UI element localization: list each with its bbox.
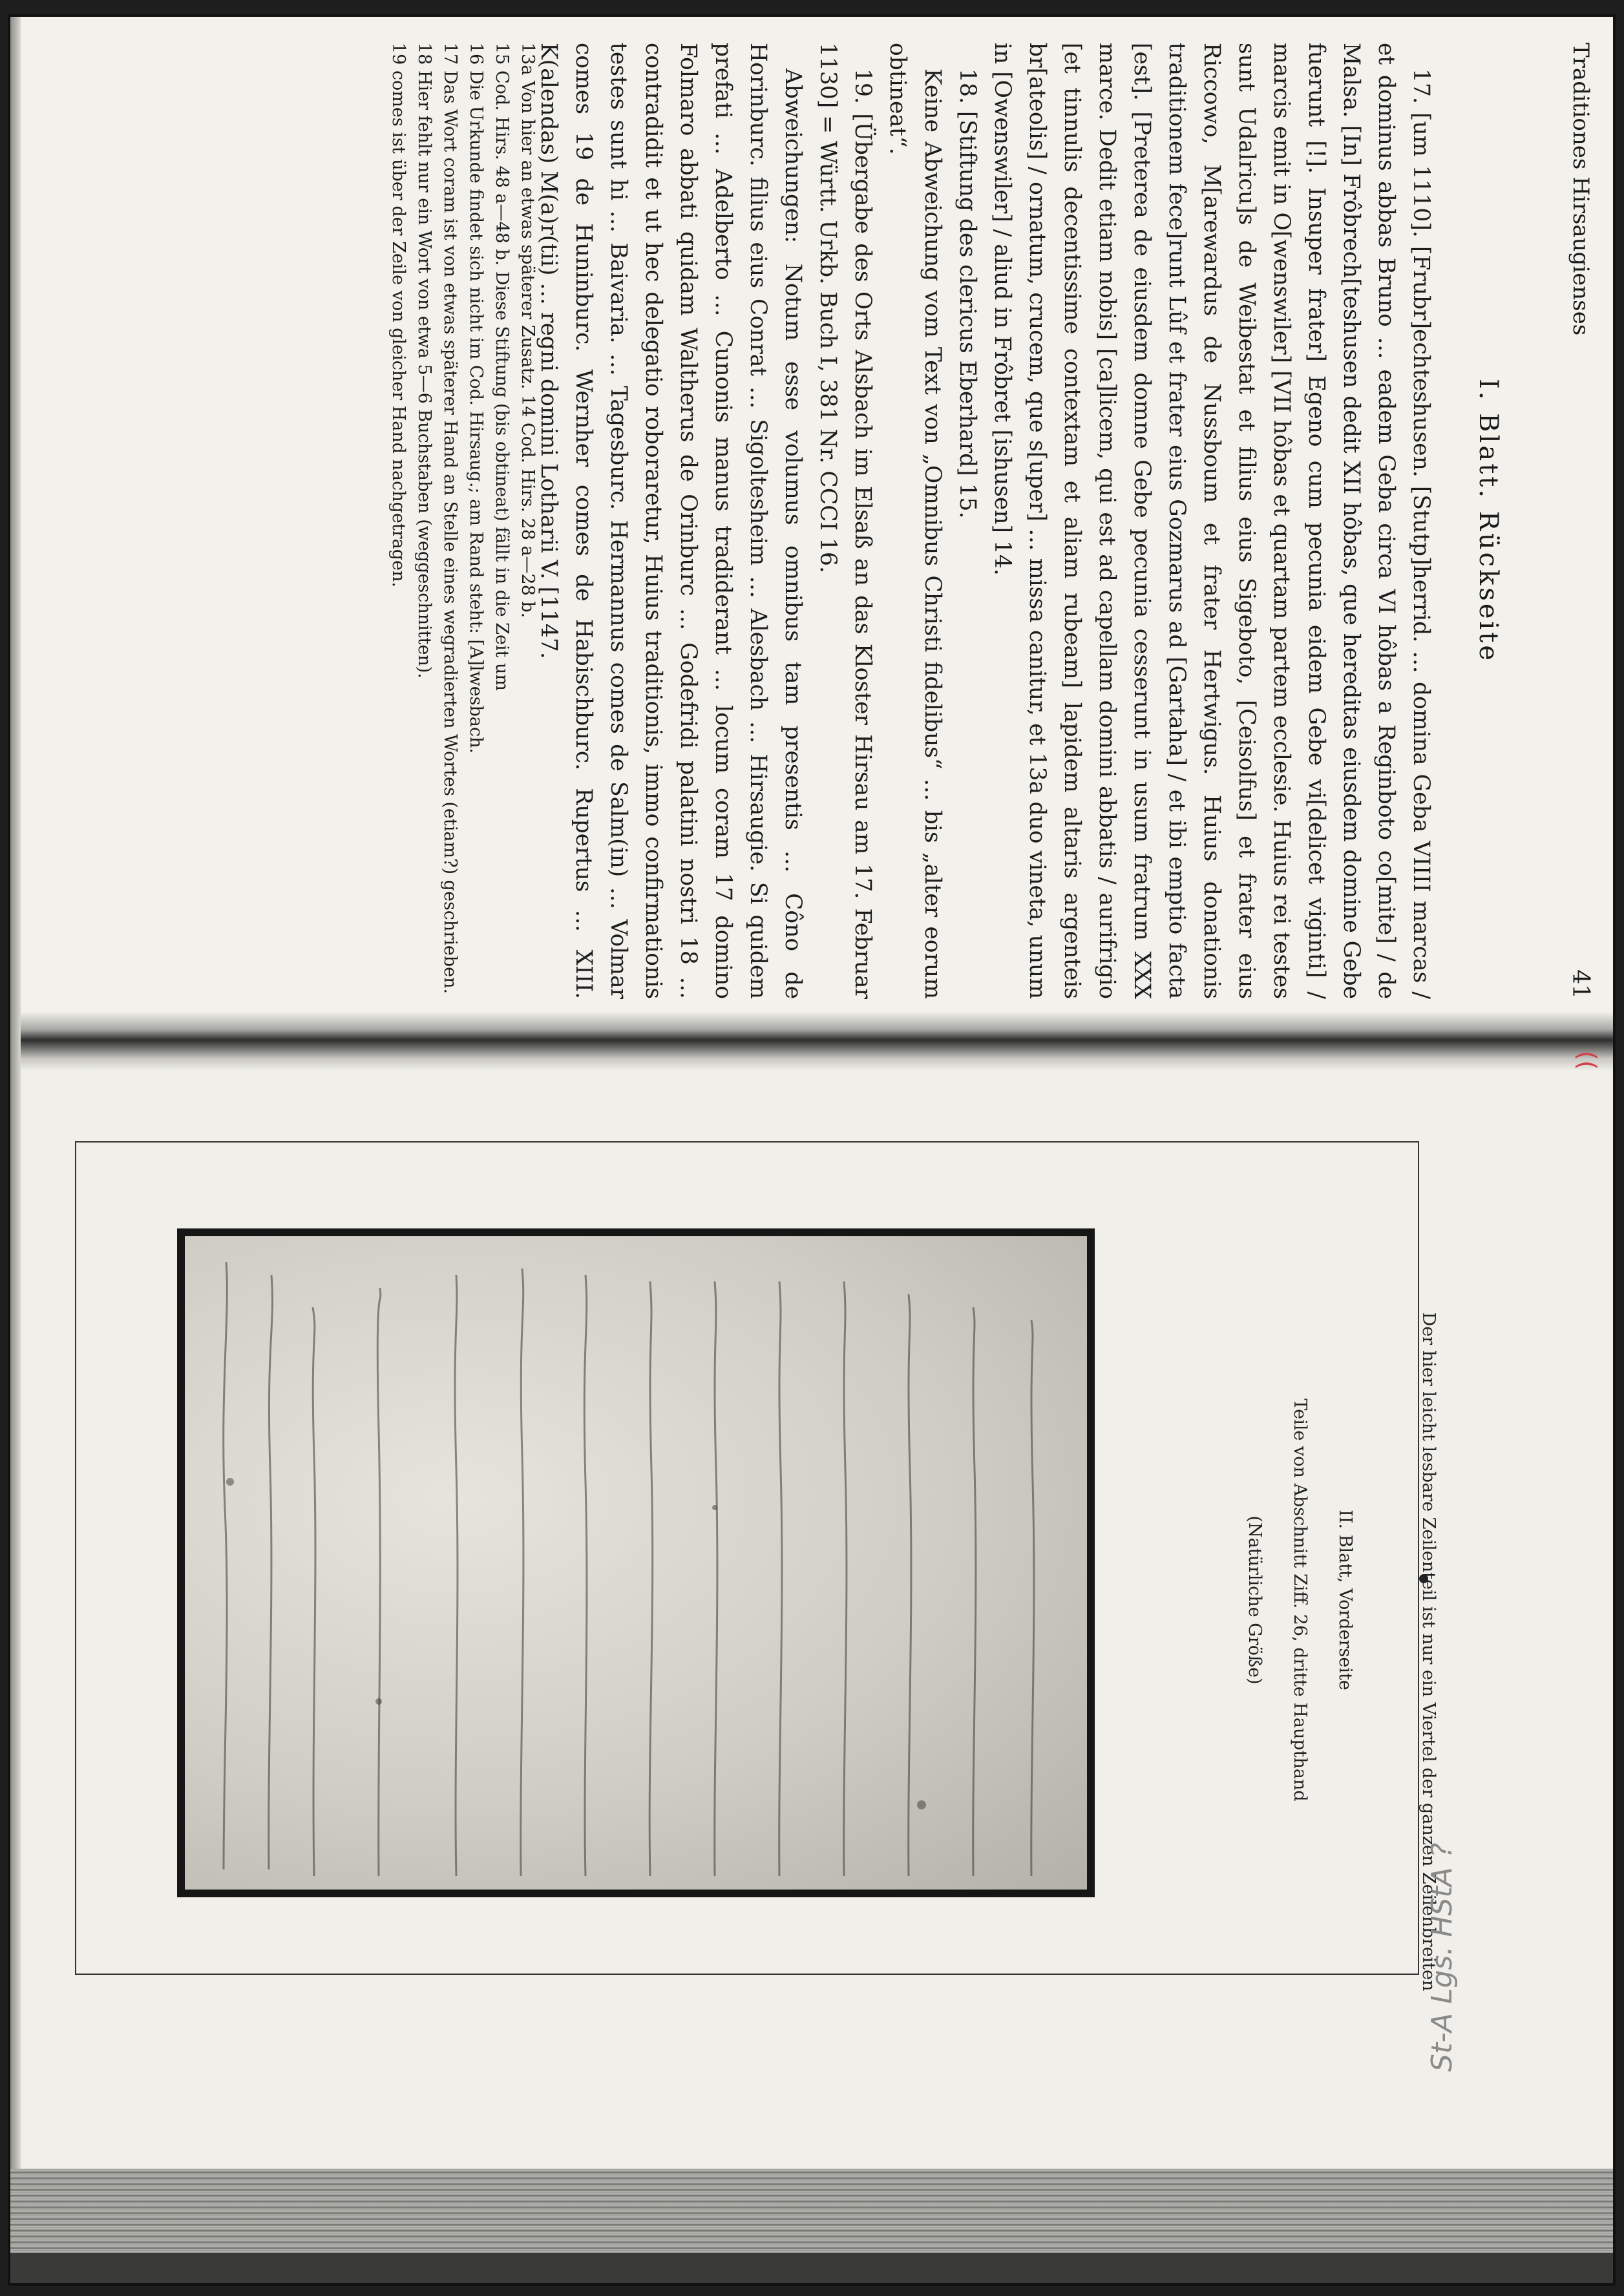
pencil-annotation: St-A Lgs. HStA ? [1426, 1842, 1459, 2072]
running-title: Traditiones Hirsaugienses [1568, 43, 1594, 336]
scanned-book-spread [8, 14, 1616, 2286]
paragraph-17: 17. [um 1110]. [Frubr]echteshusen. [Stutp]herrid. … domina Geba VIIII marcas / et dominus abbas Bruno … eadem Geba circa VI hôbas a Reginboto co[mite] / de Malsa. [In] Frôbrech[teshusen dedit XII hôbas, que hereditas eiusdem domine Gebe fuerunt [!]. Insuper frater] Egeno cum pecunia eidem Gebe vi[delicet viginti] / marcis emit in O[wenswiler] [VII hôbas et quartam partem ecclesie. Huius rei testes sunt Udalricu]s de Weibestat et filius eius Sigeboto, [Ceisolfus] et frater eius Riccowo, M[arewardus de Nussboum et frater Hertwigus. Huius donationis traditionem fece]runt Lûf et frater eius Gozmarus ad [Gartaha] / et ibi emptio facta [est]. [Preterea de eiusdem domne Gebe pecunia cesserunt in usum fratrum XXX marce. Dedit etiam nobis] [ca]licem, qui est ad capellam domini abbatis / aurifrigio [et tinnulis decentissime contextam et aliam rubeam] lapidem altaris argenteis br[ateolis] / ornatum, crucem, que s[uper] … missa canitur, et 13a duo vineta, unum in [Owenswiler] / aliud in Frôbret [ishusen] 14. [989, 43, 1434, 999]
plate-bottom-note: Der hier leicht lesbare Zeilenteil ist nur ein Viertel der ganzen Zeilenbreiten [1418, 1312, 1439, 1992]
paragraph-19-variants: Abweichungen: Notum esse volumus omnibus tam presentis … Côno de Horinburc. filius eius Conrat … Sigoltesheim … Alesbach … Hirsaugie. Si quidem prefati … Adelberto … Cunonis manus tradiderant … locum coram 17 domino Folmaro abbati quidam Waltherus de Orinburc … Godefridi palatini nostri 18 … contradidit et ut hec delegatio roboraretur, Huius traditionis, immo confirmationis testes sunt hi … Baivaria. … Tagesburc. Hermannus comes de Salm(in) … Volmar comes 19 de Huninburc. Wernher comes de Habischburc. Rupertus … XIII. K(alendas) M(a)r(tii) … regni domini Lotharii V. [1147. [536, 43, 806, 999]
footnote: 13a Von hier an etwas späterer Zusatz. 14 Cod. Hirs. 28 a—28 b. [518, 43, 538, 618]
caption-line-1: II. Blatt, Vorderseite [1335, 1510, 1355, 1690]
paragraph-18-note: Keine Abweichung vom Text von „Omnibus Christi fidelibus“ … bis „alter eorum obtineat“. [885, 43, 945, 999]
page-number: 41 [1567, 969, 1594, 999]
rotated-text-page [36, 43, 1601, 1070]
caption-line-2: Teile von Abschnitt Ziff. 26, dritte Haupthand [1290, 1398, 1310, 1802]
paragraph-18: 18. [Stiftung des clericus Eberhard] 15. [954, 68, 980, 519]
spread [10, 17, 1616, 2286]
section-title: I. Blatt. Rückseite [1473, 378, 1503, 664]
running-header [1561, 43, 1601, 1070]
footnote: 15 Cod. Hirs. 48 a—48 b. Diese Stiftung (bis obtineat) fällt in die Zeit um [492, 43, 512, 691]
footnote: 17 Das Wort coram ist von etwas späterer Hand an Stelle eines wegradierten Wortes (etiam?) geschrieben. [440, 43, 460, 995]
footnote: 18 Hier fehlt nur ein Wort von etwa 5—6 Buchstaben (weggeschnitten). [414, 43, 434, 679]
paragraph-19: 19. [Übergabe des Orts Alsbach im Elsaß an das Kloster Hirsau am 17. Februar 1130] = Württ. Urkb. Buch I, 381 Nr. CCCI 16. [815, 43, 876, 999]
page-edge-shadow [10, 17, 21, 2286]
footnotes [385, 43, 540, 999]
red-margin-mark: (( [1573, 1051, 1601, 1070]
main-text [531, 43, 1439, 999]
book-gutter [10, 1012, 1616, 1070]
plate-caption [902, 1180, 1367, 2020]
footnote: 19 comes ist über der Zeile von gleicher Hand nachgetragen. [388, 43, 408, 587]
book-cover-edge [10, 2253, 1616, 2286]
caption-line-3: (Natürliche Größe) [1245, 1515, 1265, 1685]
footnote: 16 Die Urkunde findet sich nicht im Cod. Hirsaug.; am Rand steht: [A]lwesbach. [466, 43, 486, 754]
